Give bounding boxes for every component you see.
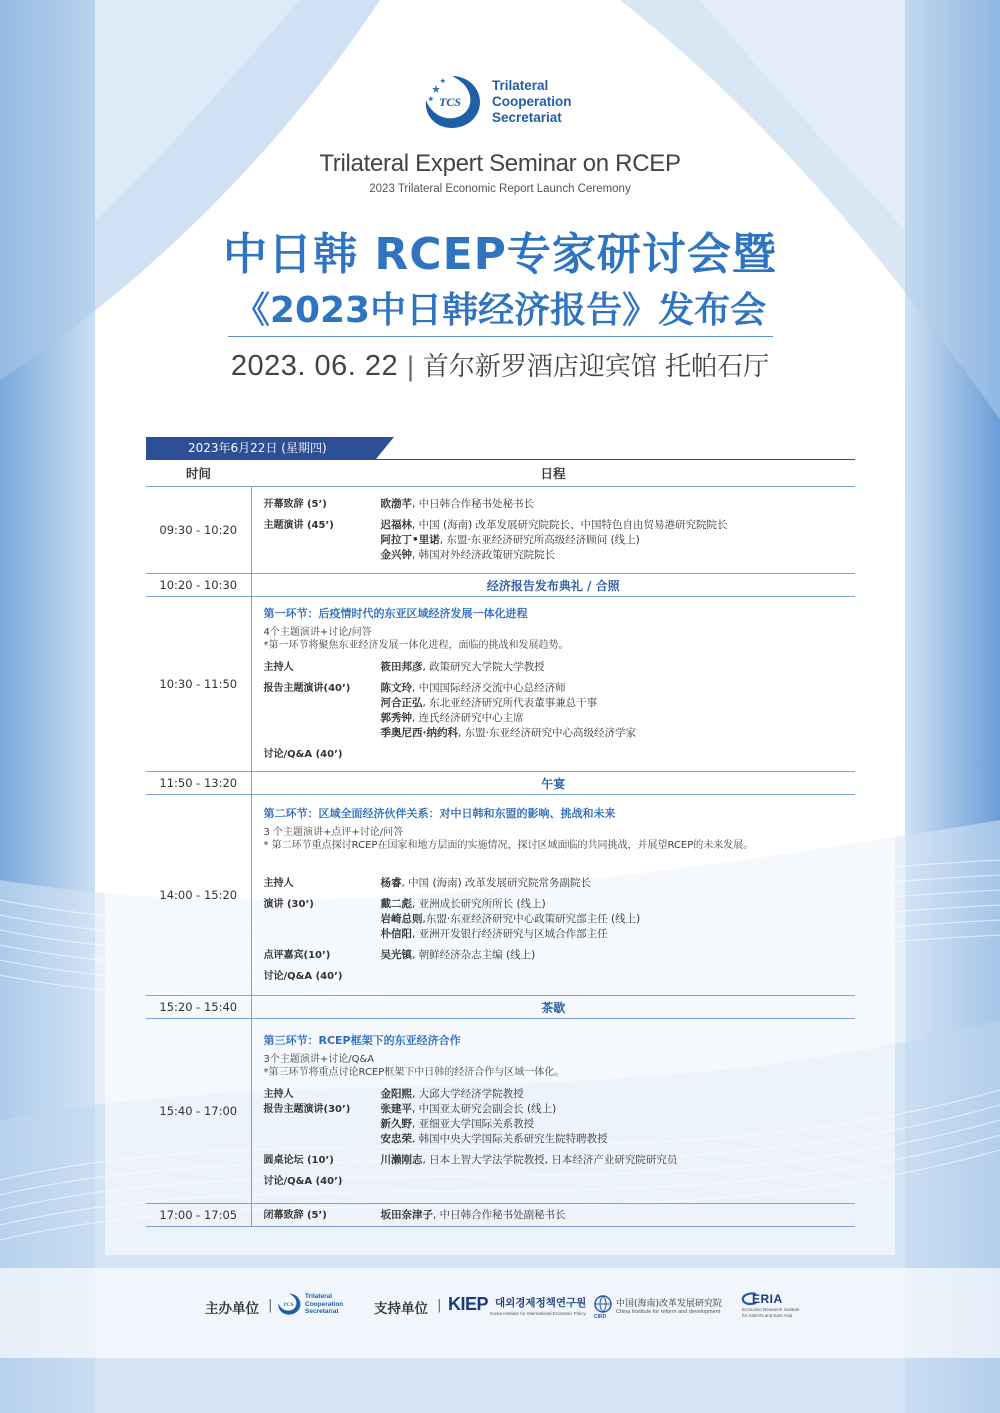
host-separator: | <box>268 1297 273 1313</box>
speaker: 朴信阳, 亚洲开发银行经济研究与区域合作部主任 <box>380 928 608 940</box>
program-item <box>264 660 856 675</box>
row-title: 茶歇 <box>251 996 855 1019</box>
speaker: 河合正弘, 东北亚经济研究所代表董事兼总干事 <box>380 697 598 709</box>
speaker: 吴光镇, 朝鲜经济杂志主编 (线上) <box>380 949 536 961</box>
table-row <box>146 597 855 772</box>
kiep-korean-name: 대외경제정책연구원 <box>495 1297 587 1309</box>
session-title: 第二环节：区域全面经济伙伴关系：对中日韩和东盟的影响、挑战和未来 <box>263 807 616 820</box>
event-venue: 首尔新罗酒店迎宾馆 托帕石厅 <box>422 352 770 382</box>
svg-text:TCS: TCS <box>438 95 462 109</box>
speaker: 迟福林, 中国 (海南) 改革发展研究院院长、中国特色自由贸易港研究院院长 <box>380 519 728 531</box>
item-role: 报告主题演讲(30’) <box>263 1104 351 1115</box>
tcs-logo <box>420 72 572 132</box>
item-role: 闭幕致辞 (5’) <box>263 1209 327 1221</box>
program-item <box>264 969 856 984</box>
program-item <box>264 1174 856 1189</box>
speaker: 金兴钟, 韩国对外经济政策研究院院长 <box>380 549 556 561</box>
tcs-emblem-icon <box>420 72 484 132</box>
item-role: 讨论/Q&A (40’) <box>263 749 343 760</box>
row-time: 10:20 - 10:30 <box>146 574 251 597</box>
header-time: 时间 <box>146 460 251 487</box>
cird-abbrev: CIRD <box>594 1314 607 1320</box>
row-time: 15:20 - 15:40 <box>146 996 251 1019</box>
program-item <box>264 897 856 942</box>
support-separator: | <box>437 1297 442 1313</box>
table-row <box>146 1019 855 1204</box>
row-program <box>251 597 855 772</box>
speaker: 新久野, 亚细亚大学国际关系教授 <box>380 1118 535 1130</box>
kiep-logo: KIEP <box>448 1294 489 1314</box>
session-format: 3个主题演讲+讨论/Q&A <box>263 1054 375 1065</box>
chinese-title-line1: 中日韩 RCEP专家研讨会暨 <box>223 229 777 280</box>
speaker: 戴二彪, 亚洲成长研究所所长 (线上) <box>380 898 546 910</box>
day-tab: 2023年6月22日 (星期四) <box>146 437 376 459</box>
day-tab-tail <box>376 437 394 459</box>
item-role: 演讲 (30’) <box>263 899 314 910</box>
row-program <box>251 795 855 996</box>
row-program <box>251 1204 855 1227</box>
schedule-table <box>146 460 855 1227</box>
host-label: 主办单位 <box>205 1301 259 1317</box>
date-separator: | <box>406 352 415 382</box>
date-venue-line <box>0 346 1000 383</box>
table-header-row <box>146 460 855 487</box>
row-time: 10:30 - 11:50 <box>146 597 251 772</box>
speaker: 川濑刚志, 日本上智大学法学院教授, 日本经济产业研究院研究员 <box>380 1154 678 1166</box>
cird-english-name: China Institute for reform and development <box>616 1309 721 1315</box>
row-time: 14:00 - 15:20 <box>146 795 251 996</box>
table-row <box>146 1204 855 1227</box>
header-program: 日程 <box>251 460 855 487</box>
speaker: 安忠荣, 韩国中央大学国际关系研究生院特聘教授 <box>380 1133 608 1145</box>
org-name: Trilateral Cooperation Secretariat <box>492 78 572 125</box>
event-date: 2023. 06. 22 <box>230 350 399 382</box>
row-title: 经济报告发布典礼 / 合照 <box>251 574 855 597</box>
speaker: 坂田奈津子, 中日韩合作秘书处副秘书长 <box>380 1208 566 1221</box>
table-row <box>146 772 855 795</box>
table-row <box>146 996 855 1019</box>
speaker: 陈文玲, 中国国际经济交流中心总经济师 <box>380 682 566 694</box>
item-role: 开幕致辞 (5’) <box>263 499 327 510</box>
program-item <box>264 1208 856 1223</box>
speaker: 岩崎总则,东盟·东亚经济研究中心政策研究部主任 (线上) <box>380 913 641 925</box>
session-format: 3 个主题演讲+点评+讨论/问答 <box>263 827 404 838</box>
session-title: 第三环节：RCEP框架下的东亚经济合作 <box>263 1034 461 1047</box>
english-subtitle: 2023 Trilateral Economic Report Launch Ceremony <box>369 183 631 195</box>
support-label: 支持单位 <box>374 1301 428 1317</box>
item-role: 讨论/Q&A (40’) <box>263 971 343 982</box>
program-item <box>264 876 856 891</box>
english-title: Trilateral Expert Seminar on RCEP <box>319 150 681 177</box>
program-item <box>264 948 856 963</box>
title-divider <box>228 336 773 337</box>
session-title: 第一环节：后疫情时代的东亚区域经济发展一体化进程 <box>263 607 528 620</box>
item-role: 主持人 <box>263 1089 294 1100</box>
sponsors-bar <box>0 1288 1000 1328</box>
row-time: 09:30 - 10:20 <box>146 487 251 574</box>
program-item <box>264 1102 856 1147</box>
kiep-english-name: Korea Institute for International Economic Policy <box>490 1311 586 1316</box>
session-format: 4个主题演讲+讨论/问答 <box>263 627 372 638</box>
tcs-small-logo-icon <box>276 1290 302 1318</box>
speaker: 欧渤芊, 中日韩合作秘书处秘书长 <box>380 498 535 510</box>
item-role: 报告主题演讲(40’) <box>263 683 351 694</box>
row-program <box>251 1019 855 1204</box>
program-item <box>264 1153 856 1168</box>
speaker: 筱田邦彦, 政策研究大学院大学教授 <box>380 661 545 673</box>
session-description: *第一环节将聚焦东亚经济发展一体化进程，面临的挑战和发展趋势。 <box>263 640 569 651</box>
table-row <box>146 795 855 996</box>
host-org-name: Trilateral Cooperation Secretariat <box>305 1293 344 1315</box>
chinese-title-line2: 《2023中日韩经济报告》发布会 <box>233 290 767 331</box>
table-row <box>146 574 855 597</box>
speaker: 张建平, 中国亚太研究会副会长 (线上) <box>380 1103 557 1115</box>
eria-english-name: Economic Research Institute for ASEAN and East Asia <box>742 1307 800 1318</box>
session-description: *第三环节将重点讨论RCEP框架下中日韩的经济合作与区域一体化。 <box>263 1067 565 1078</box>
row-time: 15:40 - 17:00 <box>146 1019 251 1204</box>
speaker: 季奥尼西·纳约科, 东盟·东亚经济研究中心高级经济学家 <box>380 727 637 739</box>
row-title: 午宴 <box>251 772 855 795</box>
item-role: 圆桌论坛 (10’) <box>263 1155 334 1166</box>
program-item <box>264 497 856 512</box>
item-role: 讨论/Q&A (40’) <box>263 1176 343 1187</box>
program-item <box>264 518 856 563</box>
speaker: 金阳熙, 大邱大学经济学院教授 <box>380 1088 524 1100</box>
item-role: 主持人 <box>263 878 294 889</box>
item-role: 点评嘉宾(10’) <box>263 950 331 961</box>
item-role: 主题演讲 (45’) <box>263 520 334 531</box>
speaker: 郭秀钟, 连氏经济研究中心主席 <box>380 712 524 724</box>
eria-logo: ERIA <box>752 1292 783 1306</box>
table-row <box>146 487 855 574</box>
cird-chinese-name: 中国(海南)改革发展研究院 <box>616 1299 723 1309</box>
program-item <box>264 681 856 741</box>
cird-globe-icon <box>594 1295 612 1313</box>
program-item <box>264 1087 856 1102</box>
row-program <box>251 487 855 574</box>
speaker: 杨睿, 中国 (海南) 改革发展研究院常务副院长 <box>380 877 592 889</box>
session-description: * 第二环节重点探讨RCEP在国家和地方层面的实施情况，探讨区域面临的共同挑战，并展望RCEP的未来发展。 <box>263 840 754 851</box>
program-item <box>264 747 856 762</box>
svg-text:TCS: TCS <box>282 1302 294 1309</box>
row-time: 11:50 - 13:20 <box>146 772 251 795</box>
speaker: 阿拉丁•里诺, 东盟·东亚经济研究所高级经济顾问 (线上) <box>380 534 640 546</box>
row-time: 17:00 - 17:05 <box>146 1204 251 1227</box>
item-role: 主持人 <box>263 662 294 673</box>
